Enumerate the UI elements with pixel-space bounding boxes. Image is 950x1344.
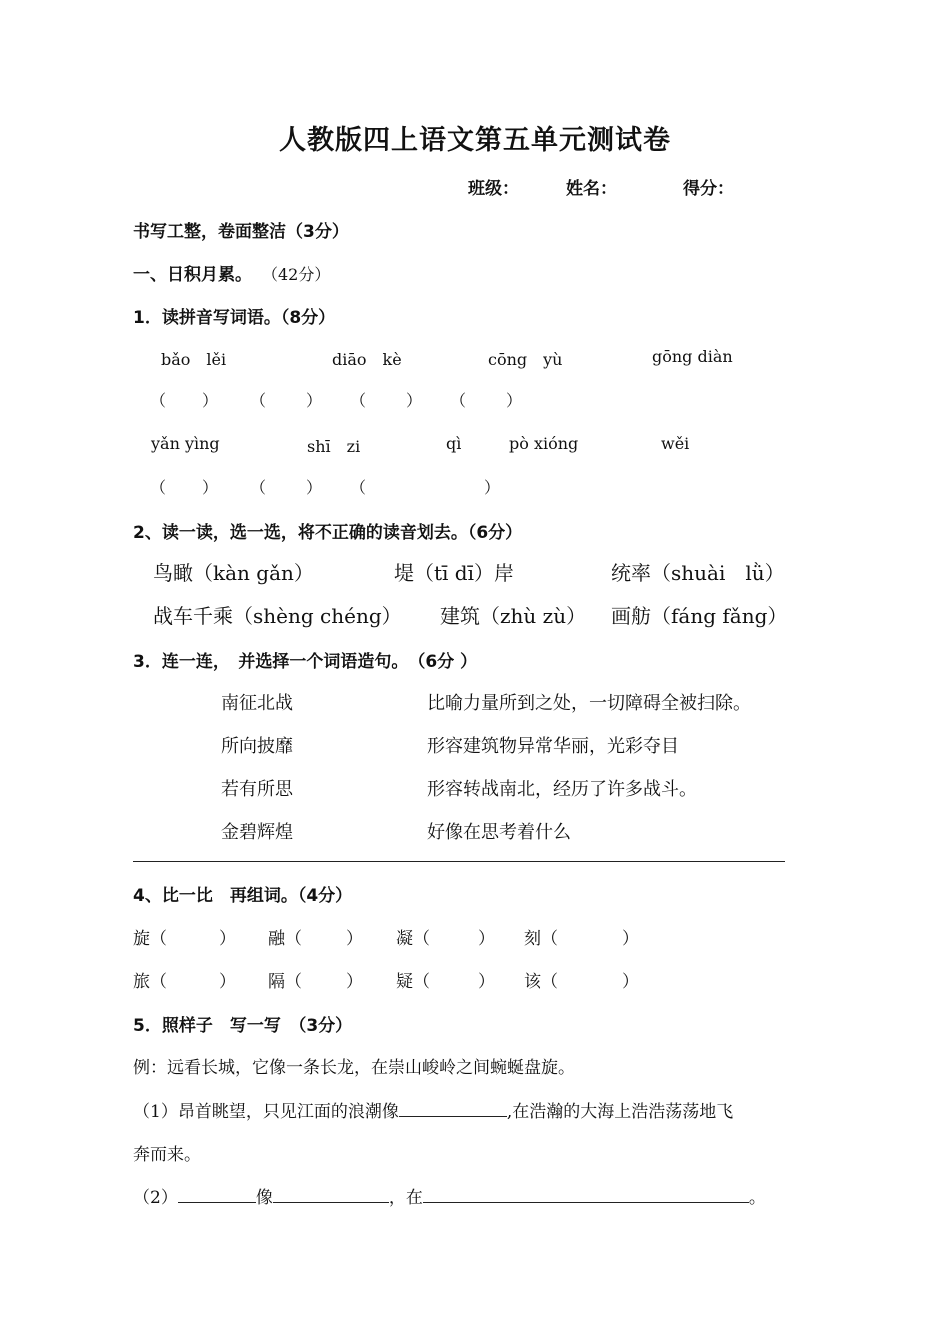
name-label: 姓名： xyxy=(566,179,617,199)
fill-blank[interactable] xyxy=(273,1202,389,1203)
reading-item[interactable]: 战车千乘（shèng chéng） xyxy=(153,604,402,628)
score-label: 得分： xyxy=(683,179,734,199)
word-blank[interactable]: 隔（ ） xyxy=(268,972,363,992)
pinyin: qì xyxy=(446,434,462,453)
idiom-left[interactable]: 金碧辉煌 xyxy=(221,822,293,843)
pinyin: wěi xyxy=(661,434,690,453)
q2-heading: 2、读一读，选一选，将不正确的读音划去。（6分） xyxy=(133,523,523,543)
idiom-left[interactable]: 若有所思 xyxy=(221,779,293,800)
pinyin: diāo kè xyxy=(332,350,402,369)
sentence-1-end: 奔而来。 xyxy=(133,1145,201,1165)
q1-heading: 1．读拼音写词语。（8分） xyxy=(133,308,336,328)
q5-heading: 5．照样子 写一写 （3分） xyxy=(133,1016,353,1036)
reading-item[interactable]: 鸟瞰（kàn gǎn） xyxy=(153,561,314,585)
neatness-note: 书写工整，卷面整洁（3分） xyxy=(133,222,349,242)
pinyin: pò xióng xyxy=(509,434,579,453)
pinyin: bǎo lěi xyxy=(161,350,227,369)
meaning-right[interactable]: 形容建筑物异常华丽，光彩夺目 xyxy=(427,736,679,757)
word-blank[interactable]: 该（ ） xyxy=(524,972,639,992)
idiom-left[interactable]: 所向披靡 xyxy=(221,736,293,757)
word-blank[interactable]: 凝（ ） xyxy=(396,929,495,949)
sentence-1: （1）昂首眺望，只见江面的浪潮像 ,在浩瀚的大海上浩浩荡荡地飞 xyxy=(133,1102,734,1122)
example-sentence: 例：远看长城，它像一条长龙，在崇山峻岭之间蜿蜒盘旋。 xyxy=(133,1058,575,1078)
pinyin: yǎn yìng xyxy=(151,434,220,453)
word-blank[interactable]: 疑（ ） xyxy=(396,972,495,992)
answer-blank[interactable]: （ ） xyxy=(150,478,219,497)
word-blank[interactable]: 刻（ ） xyxy=(524,929,639,949)
answer-blank[interactable]: （ ） xyxy=(350,478,501,497)
sentence-2: （2） 像 ，在 。 xyxy=(133,1188,766,1208)
section1-points: （42分） xyxy=(270,265,331,284)
word-blank[interactable]: 融（ ） xyxy=(268,929,363,949)
meaning-right[interactable]: 比喻力量所到之处，一切障碍全被扫除。 xyxy=(427,693,751,714)
q4-heading: 4、比一比 再组词。（4分） xyxy=(133,886,353,906)
meaning-right[interactable]: 形容转战南北，经历了许多战斗。 xyxy=(427,779,697,800)
reading-item[interactable]: 统率（shuài lǜ） xyxy=(611,561,785,585)
word-blank[interactable]: 旅（ ） xyxy=(133,972,236,992)
section1-title: 一、日积月累。 xyxy=(133,265,252,285)
page-title: 人教版四上语文第五单元测试卷 xyxy=(279,125,671,156)
fill-blank[interactable] xyxy=(423,1202,749,1203)
reading-item[interactable]: 建筑（zhù zù） xyxy=(440,604,587,628)
pinyin: gōng diàn xyxy=(652,347,733,366)
idiom-left[interactable]: 南征北战 xyxy=(221,693,293,714)
reading-item[interactable]: 堤（tī dī）岸 xyxy=(394,561,514,585)
answer-blank[interactable]: （ ） xyxy=(250,391,323,410)
answer-blank[interactable]: （ ） xyxy=(150,391,219,410)
class-label: 班级： xyxy=(468,179,519,199)
pinyin: shī zi xyxy=(307,437,361,456)
word-blank[interactable]: 旋（ ） xyxy=(133,929,236,949)
answer-blank[interactable]: （ ） xyxy=(450,391,523,410)
section1-heading xyxy=(133,260,330,285)
fill-blank[interactable] xyxy=(399,1116,507,1117)
pinyin: cōng yù xyxy=(488,350,563,369)
fill-blank[interactable] xyxy=(178,1202,256,1203)
q3-heading: 3．连一连， 并选择一个词语造句。 （6分 ） xyxy=(133,652,478,672)
sentence-answer-line[interactable] xyxy=(133,861,785,862)
answer-blank[interactable]: （ ） xyxy=(250,478,323,497)
meaning-right[interactable]: 好像在思考着什么 xyxy=(427,822,571,843)
reading-item[interactable]: 画舫（fáng fǎng） xyxy=(611,604,788,628)
answer-blank[interactable]: （ ） xyxy=(350,391,423,410)
